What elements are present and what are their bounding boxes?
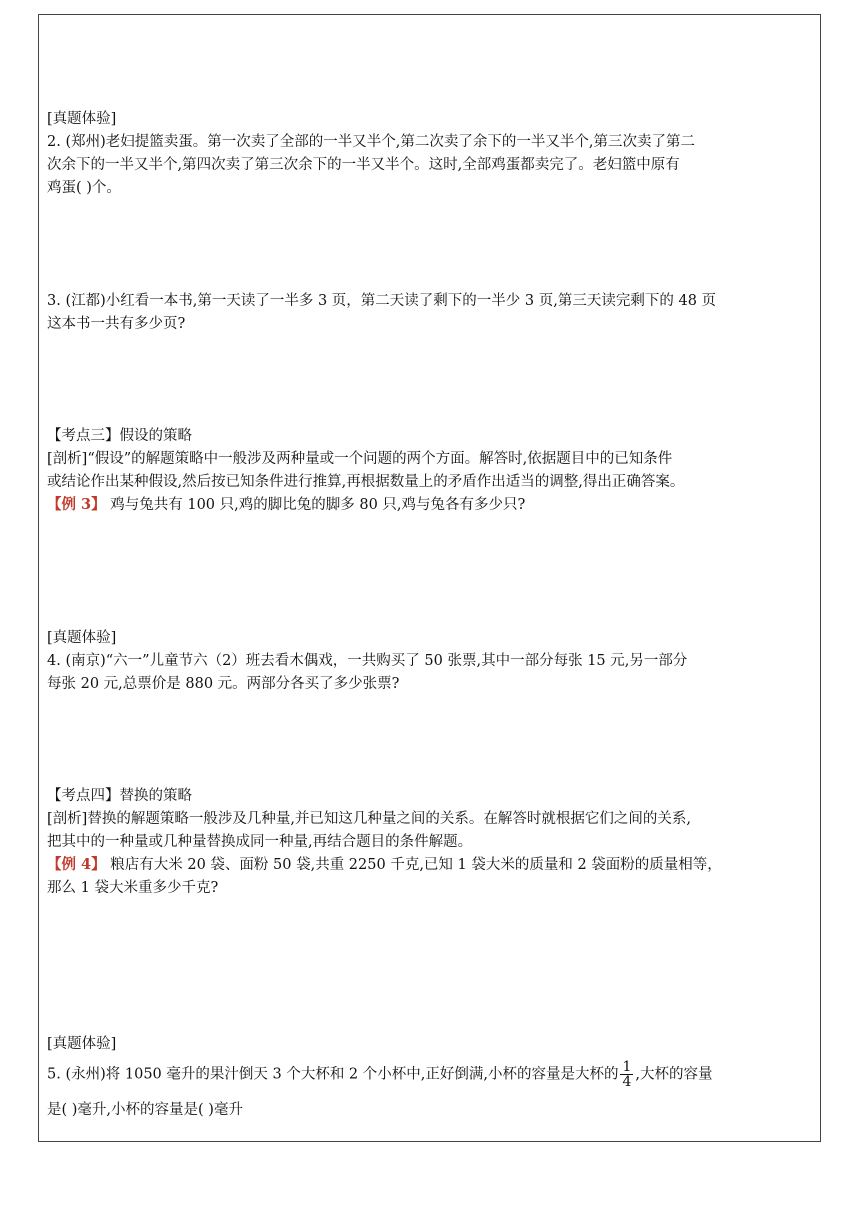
question-2-line-1: 2. (郑州)老妇提篮卖蛋。第一次卖了全部的一半又半个,第二次卖了余下的一半又半个,第三次卖了第二 (47, 134, 695, 150)
kaodian-3-analysis-line-1: [剖析]“假设”的解题策略中一般涉及两种量或一个问题的两个方面。解答时,依据题目中的已知条件 (47, 451, 673, 467)
fraction-one-quarter (620, 1060, 633, 1089)
question-5-text-b: ,大杯的容量 (635, 1066, 713, 1083)
question-5-line-2: 是( )毫升,小杯的容量是( )毫升 (47, 1102, 243, 1118)
section-heading-zhenti-2: [真题体验] (47, 630, 117, 646)
question-4-line-1: 4. (南京)“六一”儿童节六（2）班去看木偶戏，一共购买了 50 张票,其中一部分每张 15 元,另一部分 (47, 653, 688, 669)
fraction-numerator: 1 (622, 1059, 632, 1075)
question-3-line-2: 这本书一共有多少页? (47, 316, 186, 332)
question-2-line-2: 次余下的一半又半个,第四次卖了第三次余下的一半又半个。这时,全部鸡蛋都卖完了。老妇篮中原有 (47, 157, 680, 173)
fraction-denominator: 4 (622, 1074, 632, 1090)
example-3 (47, 494, 525, 516)
kaodian-4-analysis-line-2: 把其中的一种量或几种量替换成同一种量,再结合题目的条件解题。 (47, 834, 473, 850)
example-4 (47, 854, 722, 876)
kaodian-3-title: 【考点三】假设的策略 (47, 428, 192, 444)
page-border (38, 14, 821, 1142)
question-5-line-1 (47, 1060, 713, 1089)
section-heading-zhenti-3: [真题体验] (47, 1036, 117, 1052)
example-3-label: 【例 3】 (47, 496, 106, 513)
section-heading-zhenti: [真题体验] (47, 111, 117, 127)
question-2-line-3: 鸡蛋( )个。 (47, 180, 121, 196)
kaodian-4-analysis-line-1: [剖析]替换的解题策略一般涉及几种量,并已知这几种量之间的关系。在解答时就根据它们之间的关系, (47, 811, 692, 827)
question-4-line-2: 每张 20 元,总票价是 880 元。两部分各买了多少张票? (47, 676, 400, 692)
question-5-text-a: 5. (永州)将 1050 毫升的果汁倒天 3 个大杯和 2 个小杯中,正好倒满,小杯的容量是大杯的 (47, 1066, 619, 1083)
example-4-label: 【例 4】 (47, 856, 106, 873)
kaodian-3-analysis-line-2: 或结论作出某种假设,然后按已知条件进行推算,再根据数量上的矛盾作出适当的调整,得出正确答案。 (47, 474, 685, 490)
example-4-text: 粮店有大米 20 袋、面粉 50 袋,共重 2250 千克,已知 1 袋大米的质量和 2 袋面粉的质量相等， (105, 857, 722, 873)
question-3-line-1: 3. (江都)小红看一本书,第一天读了一半多 3 页，第二天读了剩下的一半少 3 页,第三天读完剩下的 48 页 (47, 293, 717, 309)
example-3-text: 鸡与兔共有 100 只,鸡的脚比兔的脚多 80 只,鸡与兔各有多少只? (105, 497, 526, 513)
kaodian-4-title: 【考点四】替换的策略 (47, 788, 192, 804)
example-4-line-2: 那么 1 袋大米重多少千克? (47, 880, 219, 896)
